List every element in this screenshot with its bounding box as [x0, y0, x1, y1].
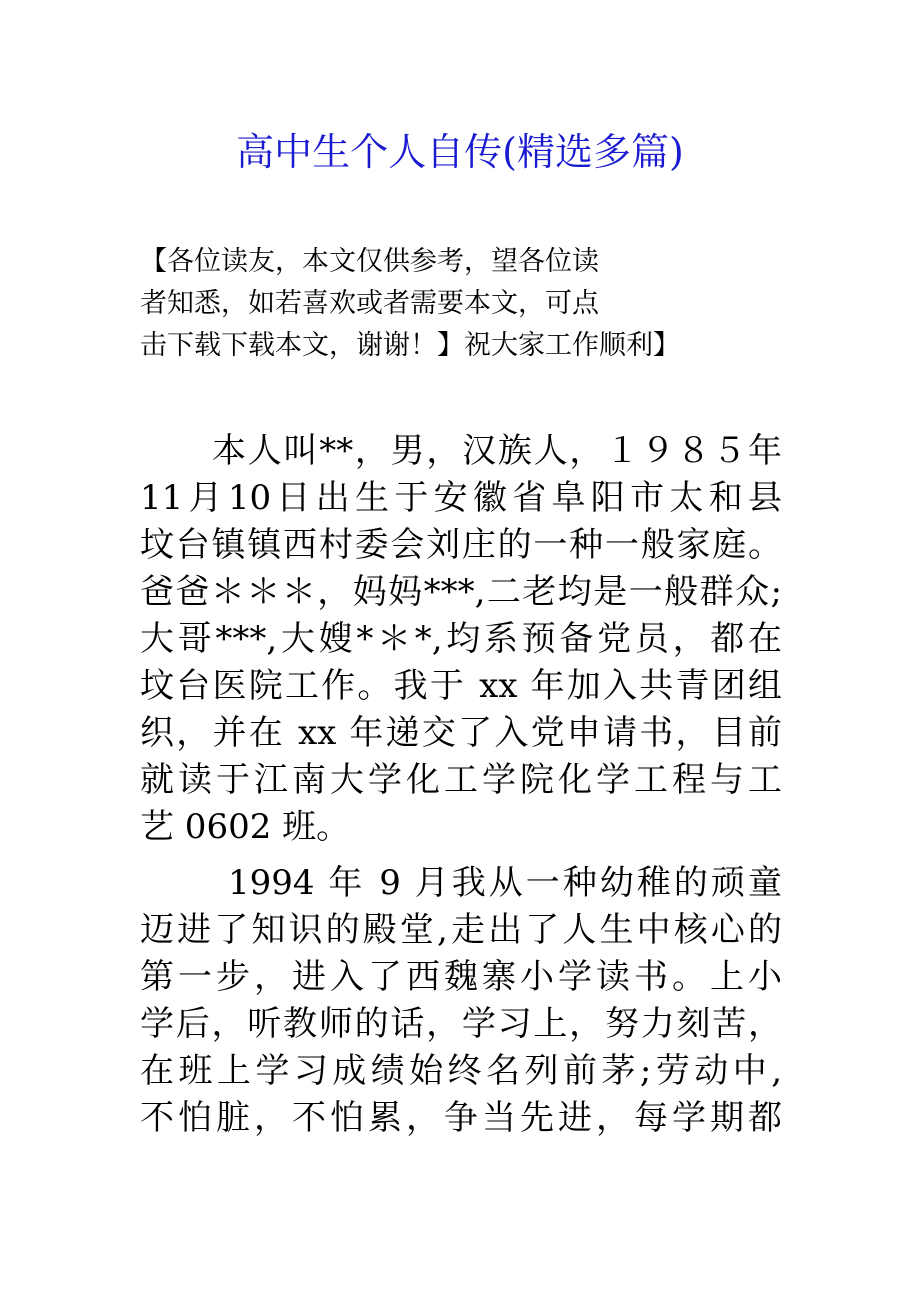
document-title: 高中生个人自传(精选多篇) — [236, 130, 684, 174]
note-line-3: 击下载下载本文，谢谢！】祝大家工作顺利】 — [140, 330, 680, 361]
paragraph2-line-3: 第一步，进入了西魏寨小学读书。上小 — [140, 957, 782, 997]
note-line-2: 者知悉，如若喜欢或者需要本文，可点 — [140, 288, 599, 319]
paragraph1-line-2: 11月10日出生于安徽省阜阳市太和县 — [140, 478, 782, 518]
paragraph1-line-9: 艺 0602 班。 — [140, 807, 351, 847]
paragraph1-line-5: 大哥***,大嫂*＊*,均系预备党员，都在 — [140, 619, 782, 659]
paragraph1-line-6: 坟台医院工作。我于 xx 年加入共青团组 — [140, 666, 782, 706]
paragraph2-line-4: 学后，听教师的话，学习上，努力刻苦， — [140, 1004, 782, 1044]
paragraph2-line-1: 1994 年 9 月我从一种幼稚的顽童 — [228, 863, 782, 903]
paragraph2-line-6: 不怕脏，不怕累，争当先进，每学期都 — [140, 1098, 782, 1138]
paragraph1-line-3: 坟台镇镇西村委会刘庄的一种一般家庭。 — [140, 525, 782, 565]
paragraph1-line-8: 就读于江南大学化工学院化学工程与工 — [140, 760, 782, 800]
paragraph1-line-1: 本人叫**，男，汉族人，１９８５年 — [212, 431, 782, 471]
paragraph2-line-5: 在班上学习成绩始终名列前茅;劳动中, — [140, 1051, 782, 1091]
paragraph1-line-7: 织，并在 xx 年递交了入党申请书，目前 — [140, 713, 782, 753]
paragraph2-line-2: 迈进了知识的殿堂,走出了人生中核心的 — [140, 910, 782, 950]
note-line-1: 【各位读友，本文仅供参考，望各位读 — [140, 246, 599, 277]
paragraph1-line-4: 爸爸＊＊＊，妈妈***,二老均是一般群众; — [140, 572, 782, 612]
